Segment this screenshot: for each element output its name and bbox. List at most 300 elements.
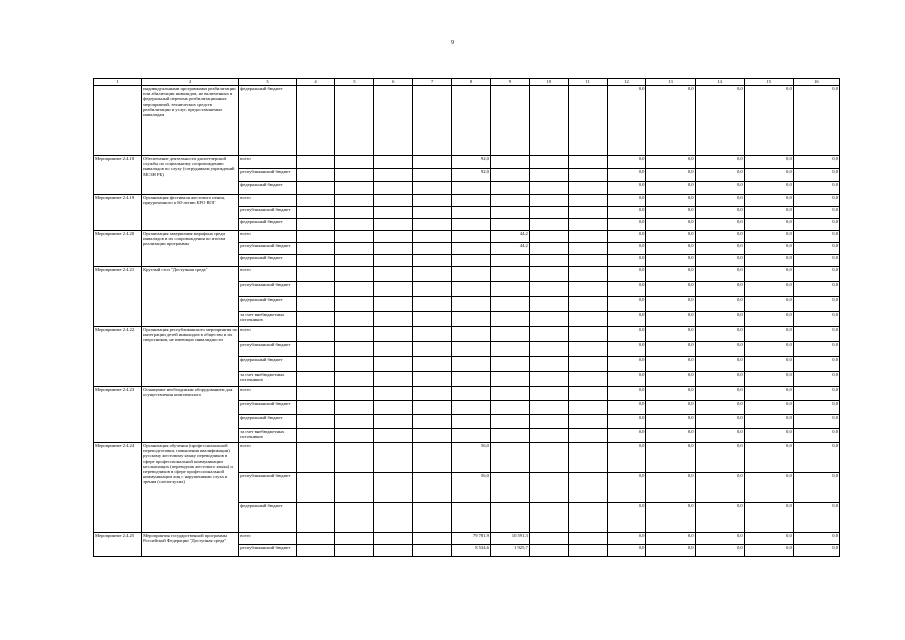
- value-cell: [413, 267, 452, 282]
- value-cell: 0,0: [695, 357, 744, 372]
- value-cell: [452, 429, 491, 443]
- column-number: 2: [142, 79, 239, 86]
- value-cell: 0,0: [607, 207, 646, 219]
- empty-cell: [529, 255, 568, 267]
- value-cell: 0,0: [744, 327, 793, 342]
- value-cell: 0,0: [646, 86, 695, 156]
- value-cell: 0,0: [793, 342, 839, 357]
- funding-source: всего: [239, 156, 296, 169]
- value-cell: 0,0: [744, 282, 793, 297]
- empty-cell: [529, 327, 568, 342]
- value-cell: 0,0: [646, 255, 695, 267]
- funding-source: республиканский бюджет: [239, 169, 296, 182]
- value-cell: [452, 401, 491, 415]
- empty-cell: [374, 312, 413, 327]
- empty-cell: [529, 219, 568, 231]
- empty-cell: [529, 195, 568, 207]
- value-cell: 92,0: [452, 169, 491, 182]
- value-cell: 0,0: [607, 372, 646, 387]
- value-cell: 0,0: [646, 207, 695, 219]
- value-cell: [490, 503, 529, 533]
- empty-cell: [296, 255, 335, 267]
- empty-cell: [335, 182, 374, 195]
- empty-cell: [374, 342, 413, 357]
- value-cell: 0,0: [695, 401, 744, 415]
- value-cell: [490, 219, 529, 231]
- empty-cell: [335, 545, 374, 557]
- empty-cell: [296, 231, 335, 243]
- empty-cell: [568, 207, 607, 219]
- empty-cell: [296, 327, 335, 342]
- empty-cell: [374, 86, 413, 156]
- measure-name: Круглый стол "Доступная среда": [142, 267, 239, 327]
- value-cell: 0,0: [695, 182, 744, 195]
- funding-source: республиканский бюджет: [239, 401, 296, 415]
- value-cell: 0,0: [607, 401, 646, 415]
- empty-cell: [374, 267, 413, 282]
- empty-cell: [529, 533, 568, 545]
- empty-cell: [296, 503, 335, 533]
- value-cell: 0,0: [607, 255, 646, 267]
- value-cell: 8 534,6: [452, 545, 491, 557]
- value-cell: 0,0: [695, 533, 744, 545]
- value-cell: 0,0: [744, 207, 793, 219]
- value-cell: 0,0: [607, 282, 646, 297]
- value-cell: 0,0: [646, 429, 695, 443]
- empty-cell: [296, 169, 335, 182]
- funding-source: республиканский бюджет: [239, 207, 296, 219]
- value-cell: 0,0: [793, 207, 839, 219]
- funding-source: федеральный бюджет: [239, 86, 296, 156]
- value-cell: 0,0: [793, 545, 839, 557]
- value-cell: [413, 231, 452, 243]
- value-cell: 0,0: [607, 156, 646, 169]
- column-number: 16: [793, 79, 839, 86]
- value-cell: 0,0: [607, 297, 646, 312]
- empty-cell: [374, 195, 413, 207]
- value-cell: [490, 443, 529, 473]
- value-cell: [452, 207, 491, 219]
- empty-cell: [374, 357, 413, 372]
- funding-source: федеральный бюджет: [239, 415, 296, 429]
- value-cell: 0,0: [607, 169, 646, 182]
- funding-source: федеральный бюджет: [239, 503, 296, 533]
- value-cell: [413, 282, 452, 297]
- empty-cell: [568, 156, 607, 169]
- empty-cell: [568, 357, 607, 372]
- value-cell: [413, 533, 452, 545]
- measure-id: Мероприятие 2.4.19: [94, 195, 142, 231]
- empty-cell: [296, 267, 335, 282]
- value-cell: 0,0: [695, 473, 744, 503]
- empty-cell: [335, 219, 374, 231]
- empty-cell: [568, 372, 607, 387]
- column-number: 9: [490, 79, 529, 86]
- value-cell: 79 781,9: [452, 533, 491, 545]
- empty-cell: [568, 282, 607, 297]
- measure-name: индивидуальными программами реабилитации или абилитации инвалидов, не включенных в федеральный перечень реабилитационных мероприятий, технических средств реабилитации и услуг, предоставляемых инвалидам: [142, 86, 239, 156]
- value-cell: 0,0: [646, 195, 695, 207]
- value-cell: 0,0: [793, 357, 839, 372]
- value-cell: 0,0: [607, 182, 646, 195]
- value-cell: 92,0: [452, 156, 491, 169]
- value-cell: [413, 401, 452, 415]
- empty-cell: [296, 443, 335, 473]
- funding-source: всего: [239, 327, 296, 342]
- empty-cell: [374, 415, 413, 429]
- value-cell: 0,0: [744, 255, 793, 267]
- value-cell: [490, 372, 529, 387]
- empty-cell: [568, 473, 607, 503]
- empty-cell: [374, 401, 413, 415]
- empty-cell: [335, 267, 374, 282]
- funding-source: республиканский бюджет: [239, 545, 296, 557]
- column-number: 3: [239, 79, 296, 86]
- budget-table: [93, 78, 840, 557]
- value-cell: 0,0: [607, 473, 646, 503]
- empty-cell: [335, 282, 374, 297]
- measure-id: Мероприятие 2.4.20: [94, 231, 142, 267]
- value-cell: [490, 312, 529, 327]
- measure-name: Организация обучения (профессиональной переподготовки, повышения квалификации) русскому жестовому языку переводчиков в сфере профессиональной коммуникации неслышащих (переводчик жестового языка) и переводчиков в сфере профессиональной коммуникации лиц с нарушениями слуха и зрения (слепоглухих): [142, 443, 239, 533]
- column-number: 10: [529, 79, 568, 86]
- measure-name: Организация республиканского мероприятия по интеграции детей инвалидов в общество и их сверстников, не имеющих инвалидности: [142, 327, 239, 387]
- empty-cell: [529, 231, 568, 243]
- empty-cell: [568, 545, 607, 557]
- value-cell: 0,0: [793, 219, 839, 231]
- value-cell: 0,0: [793, 429, 839, 443]
- value-cell: 0,0: [695, 443, 744, 473]
- value-cell: [413, 86, 452, 156]
- measure-name: Оснащение необходимым оборудованием для осуществления комплексного: [142, 387, 239, 443]
- value-cell: 0,0: [793, 401, 839, 415]
- empty-cell: [296, 372, 335, 387]
- empty-cell: [374, 255, 413, 267]
- empty-cell: [529, 169, 568, 182]
- value-cell: [490, 169, 529, 182]
- empty-cell: [335, 387, 374, 401]
- empty-cell: [374, 372, 413, 387]
- measure-id: Мероприятие 2.4.23: [94, 387, 142, 443]
- value-cell: 0,0: [607, 327, 646, 342]
- value-cell: 0,0: [695, 219, 744, 231]
- value-cell: [452, 415, 491, 429]
- value-cell: 0,0: [793, 372, 839, 387]
- value-cell: [452, 195, 491, 207]
- value-cell: [413, 443, 452, 473]
- value-cell: 0,0: [695, 297, 744, 312]
- empty-cell: [296, 342, 335, 357]
- value-cell: [413, 372, 452, 387]
- empty-cell: [335, 255, 374, 267]
- value-cell: [452, 243, 491, 255]
- value-cell: 0,0: [607, 503, 646, 533]
- value-cell: [413, 415, 452, 429]
- empty-cell: [568, 312, 607, 327]
- measure-id: Мероприятие 2.4.24: [94, 443, 142, 533]
- table-row: [94, 86, 840, 156]
- funding-source: всего: [239, 443, 296, 473]
- value-cell: [413, 357, 452, 372]
- funding-source: федеральный бюджет: [239, 219, 296, 231]
- column-number: 15: [744, 79, 793, 86]
- measure-name: Мероприятия государственной программы Российской Федерации "Доступная среда": [142, 533, 239, 557]
- empty-cell: [568, 503, 607, 533]
- value-cell: 0,0: [695, 545, 744, 557]
- empty-cell: [296, 195, 335, 207]
- value-cell: 0,0: [646, 545, 695, 557]
- empty-cell: [335, 243, 374, 255]
- measure-name: Организация фестиваля жестового пения, приуроченного к 60-летию БРО ВОГ: [142, 195, 239, 231]
- empty-cell: [374, 169, 413, 182]
- funding-source: всего: [239, 533, 296, 545]
- header-row: [94, 79, 840, 86]
- value-cell: [452, 297, 491, 312]
- empty-cell: [568, 443, 607, 473]
- value-cell: 0,0: [646, 387, 695, 401]
- funding-source: республиканский бюджет: [239, 473, 296, 503]
- value-cell: 56,0: [452, 443, 491, 473]
- value-cell: 0,0: [646, 401, 695, 415]
- measure-id: Мероприятие 2.4.21: [94, 267, 142, 327]
- empty-cell: [568, 169, 607, 182]
- value-cell: 0,0: [646, 533, 695, 545]
- empty-cell: [335, 429, 374, 443]
- funding-source: республиканский бюджет: [239, 282, 296, 297]
- table-row: [94, 156, 840, 169]
- value-cell: 0,0: [646, 169, 695, 182]
- column-number: 1: [94, 79, 142, 86]
- value-cell: 0,0: [744, 443, 793, 473]
- empty-cell: [296, 156, 335, 169]
- value-cell: 0,0: [744, 182, 793, 195]
- empty-cell: [529, 372, 568, 387]
- empty-cell: [335, 473, 374, 503]
- empty-cell: [296, 533, 335, 545]
- table-row: [94, 231, 840, 243]
- empty-cell: [374, 443, 413, 473]
- empty-cell: [374, 533, 413, 545]
- value-cell: 0,0: [793, 195, 839, 207]
- table-row: [94, 195, 840, 207]
- empty-cell: [335, 372, 374, 387]
- empty-cell: [296, 545, 335, 557]
- value-cell: 0,0: [607, 243, 646, 255]
- funding-source: федеральный бюджет: [239, 357, 296, 372]
- value-cell: 0,0: [607, 357, 646, 372]
- value-cell: 0,0: [793, 503, 839, 533]
- value-cell: 0,0: [744, 533, 793, 545]
- empty-cell: [335, 415, 374, 429]
- value-cell: [452, 503, 491, 533]
- table-row: [94, 327, 840, 342]
- value-cell: [490, 267, 529, 282]
- empty-cell: [374, 297, 413, 312]
- value-cell: 0,0: [744, 429, 793, 443]
- value-cell: [413, 207, 452, 219]
- value-cell: 0,0: [695, 169, 744, 182]
- value-cell: [490, 415, 529, 429]
- value-cell: 0,0: [744, 415, 793, 429]
- value-cell: 0,0: [744, 387, 793, 401]
- value-cell: [452, 86, 491, 156]
- empty-cell: [529, 429, 568, 443]
- value-cell: 10 591,3: [490, 533, 529, 545]
- value-cell: [413, 312, 452, 327]
- empty-cell: [335, 312, 374, 327]
- value-cell: 0,0: [646, 243, 695, 255]
- value-cell: 0,0: [646, 357, 695, 372]
- value-cell: 0,0: [607, 429, 646, 443]
- value-cell: 0,0: [607, 387, 646, 401]
- value-cell: 0,0: [793, 533, 839, 545]
- value-cell: 0,0: [646, 219, 695, 231]
- value-cell: [413, 545, 452, 557]
- value-cell: 0,0: [744, 545, 793, 557]
- value-cell: 0,0: [607, 415, 646, 429]
- funding-source: федеральный бюджет: [239, 182, 296, 195]
- empty-cell: [529, 415, 568, 429]
- empty-cell: [296, 297, 335, 312]
- value-cell: [413, 297, 452, 312]
- empty-cell: [296, 207, 335, 219]
- empty-cell: [296, 357, 335, 372]
- empty-cell: [296, 401, 335, 415]
- table-row: [94, 533, 840, 545]
- value-cell: 0,0: [695, 387, 744, 401]
- value-cell: 0,0: [607, 219, 646, 231]
- empty-cell: [374, 182, 413, 195]
- value-cell: 44,2: [490, 243, 529, 255]
- value-cell: 0,0: [695, 372, 744, 387]
- value-cell: [490, 342, 529, 357]
- value-cell: 0,0: [744, 169, 793, 182]
- table-row: [94, 387, 840, 401]
- value-cell: [490, 207, 529, 219]
- empty-cell: [335, 169, 374, 182]
- value-cell: [490, 195, 529, 207]
- value-cell: 0,0: [695, 156, 744, 169]
- value-cell: [413, 169, 452, 182]
- value-cell: [413, 342, 452, 357]
- value-cell: 0,0: [607, 86, 646, 156]
- value-cell: [452, 219, 491, 231]
- value-cell: [490, 387, 529, 401]
- empty-cell: [568, 195, 607, 207]
- column-number: 5: [335, 79, 374, 86]
- value-cell: [413, 387, 452, 401]
- value-cell: [490, 401, 529, 415]
- value-cell: [413, 255, 452, 267]
- value-cell: [490, 357, 529, 372]
- value-cell: 0,0: [607, 443, 646, 473]
- value-cell: [452, 357, 491, 372]
- empty-cell: [529, 297, 568, 312]
- value-cell: [413, 219, 452, 231]
- empty-cell: [568, 415, 607, 429]
- value-cell: 0,0: [744, 372, 793, 387]
- empty-cell: [529, 243, 568, 255]
- funding-source: всего: [239, 231, 296, 243]
- value-cell: [413, 473, 452, 503]
- empty-cell: [296, 429, 335, 443]
- table-row: [94, 267, 840, 282]
- value-cell: 0,0: [695, 86, 744, 156]
- table-row: [94, 443, 840, 473]
- value-cell: 0,0: [793, 415, 839, 429]
- value-cell: 0,0: [744, 473, 793, 503]
- value-cell: 0,0: [744, 297, 793, 312]
- empty-cell: [335, 533, 374, 545]
- value-cell: 0,0: [646, 415, 695, 429]
- empty-cell: [529, 503, 568, 533]
- empty-cell: [374, 231, 413, 243]
- empty-cell: [568, 219, 607, 231]
- value-cell: 0,0: [744, 342, 793, 357]
- value-cell: 0,0: [744, 219, 793, 231]
- value-cell: 0,0: [607, 312, 646, 327]
- empty-cell: [568, 297, 607, 312]
- empty-cell: [335, 297, 374, 312]
- funding-source: республиканский бюджет: [239, 342, 296, 357]
- empty-cell: [529, 207, 568, 219]
- value-cell: [452, 282, 491, 297]
- empty-cell: [296, 387, 335, 401]
- column-number: 14: [695, 79, 744, 86]
- empty-cell: [529, 312, 568, 327]
- value-cell: [413, 429, 452, 443]
- empty-cell: [374, 545, 413, 557]
- column-number: 6: [374, 79, 413, 86]
- empty-cell: [335, 195, 374, 207]
- value-cell: [413, 182, 452, 195]
- empty-cell: [568, 401, 607, 415]
- empty-cell: [374, 503, 413, 533]
- value-cell: [490, 297, 529, 312]
- value-cell: 0,0: [793, 243, 839, 255]
- empty-cell: [529, 342, 568, 357]
- value-cell: [413, 327, 452, 342]
- empty-cell: [568, 231, 607, 243]
- value-cell: 0,0: [695, 267, 744, 282]
- column-number: 4: [296, 79, 335, 86]
- value-cell: 0,0: [695, 207, 744, 219]
- column-number: 12: [607, 79, 646, 86]
- empty-cell: [335, 401, 374, 415]
- value-cell: 0,0: [646, 503, 695, 533]
- value-cell: [452, 372, 491, 387]
- empty-cell: [296, 473, 335, 503]
- funding-source: республиканский бюджет: [239, 243, 296, 255]
- empty-cell: [529, 156, 568, 169]
- column-number: 13: [646, 79, 695, 86]
- empty-cell: [335, 207, 374, 219]
- empty-cell: [335, 357, 374, 372]
- empty-cell: [529, 357, 568, 372]
- value-cell: [413, 156, 452, 169]
- value-cell: [490, 282, 529, 297]
- column-number: 7: [413, 79, 452, 86]
- value-cell: [413, 243, 452, 255]
- value-cell: 0,0: [744, 357, 793, 372]
- value-cell: 0,0: [695, 429, 744, 443]
- value-cell: 0,0: [646, 312, 695, 327]
- value-cell: [490, 86, 529, 156]
- empty-cell: [529, 282, 568, 297]
- value-cell: 0,0: [793, 86, 839, 156]
- empty-cell: [374, 327, 413, 342]
- value-cell: 0,0: [646, 297, 695, 312]
